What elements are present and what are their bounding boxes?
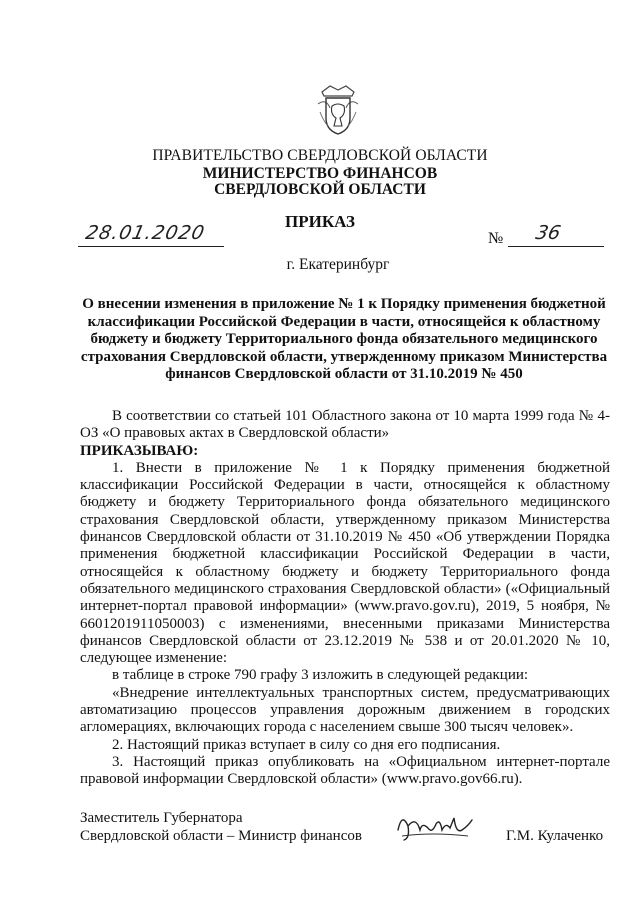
paragraph-3: 3. Настоящий приказ опубликовать на «Официальном интернет-портале правовой информации Свердловской области» (www.pravo.gov66.ru). xyxy=(80,753,610,788)
preamble: В соответствии со статьей 101 Областного закона от 10 марта 1999 года № 4-ОЗ «О правовых актах в Свердловской области» xyxy=(80,408,610,442)
order-number: 36 xyxy=(533,222,563,244)
city: г. Екатеринбург xyxy=(286,256,390,273)
order-number-label: № xyxy=(488,230,504,247)
order-subject: О внесении изменения в приложение № 1 к Порядку применения бюджетной классификации Российской Федерации в части, относящейся к областному бюджету и бюджету Территориального фонда обязательного медицинского страхования Свердловской области, утвержденному приказом Министерства финансов Свердловской области от 31.10.2019 № 450 xyxy=(80,296,608,383)
coat-of-arms-icon xyxy=(316,82,360,138)
order-title: ПРИКАЗ xyxy=(285,212,355,231)
government-name: ПРАВИТЕЛЬСТВО СВЕРДЛОВСКОЙ ОБЛАСТИ xyxy=(152,147,488,164)
region-name: СВЕРДЛОВСКОЙ ОБЛАСТИ xyxy=(214,181,426,198)
signatory-name: Г.М. Кулаченко xyxy=(506,828,604,844)
order-date: 28.01.2020 xyxy=(83,222,208,244)
handwritten-signature-icon xyxy=(392,808,478,844)
signatory-role-line1: Заместитель Губернатора xyxy=(80,810,243,826)
signatory-role-line2: Свердловской области – Министр финансов xyxy=(80,828,362,844)
paragraph-1b: «Внедрение интеллектуальных транспортных систем, предусматривающих автоматизацию процессов управления дорожным движением в городских агломерациях, включающих города с населением свыше 300 тысяч человек». xyxy=(80,684,610,736)
ministry-name: МИНИСТЕРСТВО ФИНАНСОВ xyxy=(202,165,438,182)
paragraph-1: 1. Внести в приложение № 1 к Порядку применения бюджетной классификации Российской Федерации в части, относящейся к областному бюджету и бюджету Территориального фонда обязательного медицинского страхования Свердловской области, утвержденному приказом Министерства финансов Свердловской области от 31.10.2019 № 450 «Об утверждении Порядка применения бюджетной классификации Российской Федерации в части, относящейся к областному бюджету и бюджету Территориального фонда обязательного медицинского страхования Свердловской области» («Официальный интернет-портал правовой информации» (www.pravo.gov.ru), 2019, 5 ноября, № 6601201911050003) с изменениями, внесенными приказами Министерства финансов Свердловской области от 23.12.2019 № 538 и от 20.01.2020 № 10, следующее изменение: xyxy=(80,459,610,667)
paragraph-2: 2. Настоящий приказ вступает в силу со дня его подписания. xyxy=(112,736,501,753)
number-underline xyxy=(508,246,604,247)
date-underline xyxy=(78,246,224,247)
order-body xyxy=(80,408,610,789)
paragraph-1a: в таблице в строке 790 графу 3 изложить в следующей редакции: xyxy=(112,667,529,684)
order-word: ПРИКАЗЫВАЮ: xyxy=(80,442,199,459)
